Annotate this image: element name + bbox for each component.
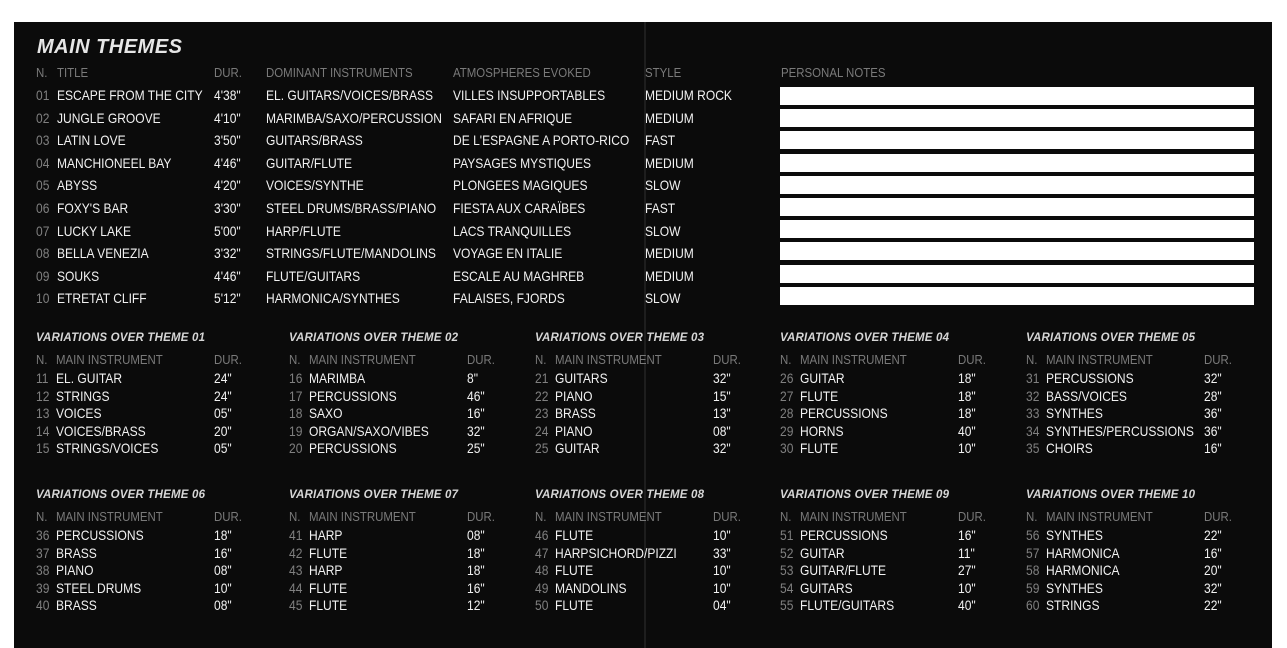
track-style: FAST xyxy=(645,200,676,216)
variation-instrument: FLUTE/GUITARS xyxy=(800,597,895,614)
variation-number: 51 xyxy=(780,527,794,543)
variation-header-n: N. xyxy=(36,352,48,367)
variation-number: 20 xyxy=(289,440,303,457)
variation-number: 15 xyxy=(36,440,50,457)
track-style: MEDIUM ROCK xyxy=(645,87,732,103)
variation-number: 17 xyxy=(289,387,303,404)
variation-duration: 32" xyxy=(1204,370,1222,386)
variation-number: 35 xyxy=(1026,440,1040,457)
note-line-field[interactable] xyxy=(780,287,1254,305)
variation-instrument: SYNTHES xyxy=(1046,527,1103,543)
variation-duration: 40" xyxy=(958,422,976,439)
variation-number: 50 xyxy=(535,597,549,614)
variation-duration: 08" xyxy=(214,562,232,579)
variation-instrument: PERCUSSIONS xyxy=(800,405,888,422)
variation-duration: 33" xyxy=(713,544,731,561)
variation-duration: 12" xyxy=(467,597,485,614)
variation-header-instrument: MAIN INSTRUMENT xyxy=(800,509,907,524)
variation-duration: 28" xyxy=(1204,387,1222,404)
variation-instrument: HARMONICA xyxy=(1046,562,1120,579)
variation-duration: 40" xyxy=(958,597,976,614)
variation-duration: 15" xyxy=(713,387,731,404)
track-number: 04 xyxy=(36,154,50,171)
variation-duration: 36" xyxy=(1204,422,1222,439)
dominant-instruments: GUITARS/BRASS xyxy=(266,132,363,149)
variation-number: 60 xyxy=(1026,597,1040,614)
track-title: LATIN LOVE xyxy=(57,132,126,149)
header-title: TITLE xyxy=(57,65,89,80)
header-dur: DUR. xyxy=(214,65,242,80)
header-instruments: DOMINANT INSTRUMENTS xyxy=(266,65,413,80)
variation-duration: 20" xyxy=(214,422,232,439)
atmosphere-evoked: FALAISES, FJORDS xyxy=(453,290,565,307)
atmosphere-evoked: VOYAGE EN ITALIE xyxy=(453,245,563,262)
variation-instrument: STRINGS/VOICES xyxy=(56,440,159,457)
dominant-instruments: STEEL DRUMS/BRASS/PIANO xyxy=(266,200,437,216)
variation-number: 53 xyxy=(780,562,794,579)
variation-duration: 11" xyxy=(958,544,975,561)
variation-title: VARIATIONS OVER THEME 09 xyxy=(780,489,950,501)
variation-instrument: HARP xyxy=(309,562,343,579)
variation-instrument: GUITARS xyxy=(555,370,608,386)
variation-header-instrument: MAIN INSTRUMENT xyxy=(56,509,163,524)
variation-header-instrument: MAIN INSTRUMENT xyxy=(1046,509,1153,524)
variation-number: 55 xyxy=(780,597,794,614)
variation-duration: 08" xyxy=(713,422,731,439)
atmosphere-evoked: PAYSAGES MYSTIQUES xyxy=(453,154,592,171)
variation-duration: 22" xyxy=(1204,597,1222,614)
variation-header-instrument: MAIN INSTRUMENT xyxy=(800,352,907,367)
variation-instrument: ORGAN/SAXO/VIBES xyxy=(309,422,429,439)
variation-header-dur: DUR. xyxy=(214,352,242,367)
variation-duration: 08" xyxy=(467,527,485,543)
variation-header-instrument: MAIN INSTRUMENT xyxy=(56,352,163,367)
variation-instrument: BRASS xyxy=(56,544,97,561)
variation-instrument: PERCUSSIONS xyxy=(309,387,397,404)
dominant-instruments: GUITAR/FLUTE xyxy=(266,154,353,171)
variation-number: 57 xyxy=(1026,544,1040,561)
track-title: FOXY'S BAR xyxy=(57,200,129,216)
variation-duration: 16" xyxy=(467,579,485,596)
variation-number: 12 xyxy=(36,387,50,404)
variation-number: 54 xyxy=(780,579,794,596)
variation-duration: 20" xyxy=(1204,562,1222,579)
variation-instrument: FLUTE xyxy=(800,387,839,404)
note-line-field[interactable] xyxy=(780,109,1254,127)
variation-number: 45 xyxy=(289,597,303,614)
variation-duration: 46" xyxy=(467,387,485,404)
track-style: FAST xyxy=(645,132,676,149)
variation-number: 52 xyxy=(780,544,794,561)
variation-duration: 32" xyxy=(713,370,731,386)
header-style: STYLE xyxy=(645,65,682,80)
variation-header-instrument: MAIN INSTRUMENT xyxy=(1046,352,1153,367)
variation-number: 40 xyxy=(36,597,50,614)
variation-instrument: SAXO xyxy=(309,405,343,422)
variation-duration: 05" xyxy=(214,405,232,422)
variation-number: 23 xyxy=(535,405,549,422)
variation-instrument: FLUTE xyxy=(555,527,594,543)
track-duration: 4'46" xyxy=(214,154,241,171)
atmosphere-evoked: FIESTA AUX CARAÏBES xyxy=(453,200,586,216)
atmosphere-evoked: DE L'ESPAGNE A PORTO-RICO xyxy=(453,132,630,149)
variation-duration: 13" xyxy=(713,405,731,422)
track-style: SLOW xyxy=(645,290,681,307)
variation-instrument: HARMONICA xyxy=(1046,544,1120,561)
variation-instrument: BRASS xyxy=(555,405,596,422)
variation-instrument: PERCUSSIONS xyxy=(1046,370,1134,386)
variation-instrument: SYNTHES xyxy=(1046,579,1103,596)
variation-number: 49 xyxy=(535,579,549,596)
variation-duration: 16" xyxy=(214,544,232,561)
variation-header-dur: DUR. xyxy=(713,352,741,367)
track-number: 08 xyxy=(36,245,50,262)
atmosphere-evoked: VILLES INSUPPORTABLES xyxy=(453,87,606,103)
track-duration: 5'00" xyxy=(214,222,241,239)
variation-duration: 18" xyxy=(467,544,485,561)
note-line-field[interactable] xyxy=(780,265,1254,283)
variation-header-n: N. xyxy=(289,509,301,524)
dominant-instruments: EL. GUITARS/VOICES/BRASS xyxy=(266,87,434,103)
variation-duration: 18" xyxy=(958,405,976,422)
track-number: 01 xyxy=(36,87,50,103)
track-title: ESCAPE FROM THE CITY xyxy=(57,87,203,103)
variation-instrument: CHOIRS xyxy=(1046,440,1093,457)
variation-instrument: EL. GUITAR xyxy=(56,370,123,386)
variation-duration: 36" xyxy=(1204,405,1222,422)
dominant-instruments: MARIMBA/SAXO/PERCUSSION xyxy=(266,109,442,126)
variation-instrument: STRINGS xyxy=(56,387,110,404)
variation-duration: 10" xyxy=(214,579,232,596)
variation-instrument: BRASS xyxy=(56,597,97,614)
variation-instrument: VOICES xyxy=(56,405,102,422)
variation-instrument: PIANO xyxy=(56,562,94,579)
atmosphere-evoked: PLONGEES MAGIQUES xyxy=(453,177,588,194)
track-duration: 4'10" xyxy=(214,109,241,126)
variation-duration: 32" xyxy=(1204,579,1222,596)
dominant-instruments: VOICES/SYNTHE xyxy=(266,177,364,194)
track-title: MANCHIONEEL BAY xyxy=(57,154,172,171)
track-title: BELLA VENEZIA xyxy=(57,245,149,262)
variation-number: 47 xyxy=(535,544,549,561)
variation-header-dur: DUR. xyxy=(467,352,495,367)
variation-duration: 16" xyxy=(958,527,976,543)
variation-number: 30 xyxy=(780,440,794,457)
header-atmospheres: ATMOSPHERES EVOKED xyxy=(453,65,591,80)
variation-header-dur: DUR. xyxy=(713,509,741,524)
variation-number: 32 xyxy=(1026,387,1040,404)
variation-number: 19 xyxy=(289,422,303,439)
track-number: 06 xyxy=(36,200,50,216)
variation-instrument: PIANO xyxy=(555,387,593,404)
variation-duration: 10" xyxy=(958,579,976,596)
track-style: MEDIUM xyxy=(645,109,694,126)
variation-number: 27 xyxy=(780,387,794,404)
variation-number: 59 xyxy=(1026,579,1040,596)
note-line-field[interactable] xyxy=(780,220,1254,238)
track-style: MEDIUM xyxy=(645,245,694,262)
variation-number: 28 xyxy=(780,405,794,422)
variation-number: 43 xyxy=(289,562,303,579)
variation-title: VARIATIONS OVER THEME 01 xyxy=(36,332,206,344)
page-title: MAIN THEMES xyxy=(37,36,183,58)
variation-instrument: MARIMBA xyxy=(309,370,366,386)
variation-title: VARIATIONS OVER THEME 10 xyxy=(1026,489,1196,501)
variation-number: 37 xyxy=(36,544,50,561)
variation-instrument: PERCUSSIONS xyxy=(309,440,397,457)
atmosphere-evoked: SAFARI EN AFRIQUE xyxy=(453,109,573,126)
variation-instrument: BASS/VOICES xyxy=(1046,387,1127,404)
variation-header-instrument: MAIN INSTRUMENT xyxy=(309,509,416,524)
track-style: SLOW xyxy=(645,222,681,239)
variation-title: VARIATIONS OVER THEME 06 xyxy=(36,489,206,501)
variation-header-n: N. xyxy=(289,352,301,367)
variation-number: 21 xyxy=(535,370,549,386)
variation-header-n: N. xyxy=(1026,352,1038,367)
variation-instrument: SYNTHES xyxy=(1046,405,1103,422)
variation-duration: 27" xyxy=(958,562,976,579)
track-title: JUNGLE GROOVE xyxy=(57,109,161,126)
track-duration: 3'32" xyxy=(214,245,241,262)
variation-number: 44 xyxy=(289,579,303,596)
dominant-instruments: STRINGS/FLUTE/MANDOLINS xyxy=(266,245,436,262)
track-duration: 3'50" xyxy=(214,132,241,149)
variation-number: 48 xyxy=(535,562,549,579)
variation-instrument: FLUTE xyxy=(555,562,594,579)
variation-duration: 18" xyxy=(958,370,976,386)
variation-duration: 16" xyxy=(1204,544,1222,561)
variation-header-dur: DUR. xyxy=(958,509,986,524)
variation-duration: 16" xyxy=(1204,440,1222,457)
track-duration: 4'38" xyxy=(214,87,241,103)
variation-number: 41 xyxy=(289,527,303,543)
variation-header-n: N. xyxy=(780,509,792,524)
variation-duration: 22" xyxy=(1204,527,1222,543)
variation-number: 14 xyxy=(36,422,50,439)
variation-instrument: PERCUSSIONS xyxy=(800,527,888,543)
track-duration: 4'46" xyxy=(214,267,241,284)
variation-duration: 08" xyxy=(214,597,232,614)
variation-instrument: FLUTE xyxy=(555,597,594,614)
variation-number: 24 xyxy=(535,422,549,439)
variation-header-instrument: MAIN INSTRUMENT xyxy=(555,352,662,367)
variation-duration: 10" xyxy=(713,527,731,543)
variation-instrument: VOICES/BRASS xyxy=(56,422,146,439)
variation-instrument: FLUTE xyxy=(309,544,348,561)
note-line-field[interactable] xyxy=(780,242,1254,260)
variation-duration: 8" xyxy=(467,370,478,386)
variation-duration: 24" xyxy=(214,387,232,404)
variation-duration: 18" xyxy=(467,562,485,579)
dominant-instruments: HARMONICA/SYNTHES xyxy=(266,290,400,307)
variation-header-dur: DUR. xyxy=(958,352,986,367)
variation-instrument: STEEL DRUMS xyxy=(56,579,142,596)
variation-number: 13 xyxy=(36,405,50,422)
variation-duration: 32" xyxy=(467,422,485,439)
variation-duration: 05" xyxy=(214,440,232,457)
variation-number: 42 xyxy=(289,544,303,561)
variation-title: VARIATIONS OVER THEME 03 xyxy=(535,332,705,344)
track-title: ETRETAT CLIFF xyxy=(57,290,147,307)
variation-number: 11 xyxy=(36,370,49,386)
variation-duration: 32" xyxy=(713,440,731,457)
note-line-field[interactable] xyxy=(780,87,1254,105)
variation-number: 46 xyxy=(535,527,549,543)
variation-number: 38 xyxy=(36,562,50,579)
variation-number: 25 xyxy=(535,440,549,457)
dominant-instruments: HARP/FLUTE xyxy=(266,222,341,239)
variation-title: VARIATIONS OVER THEME 08 xyxy=(535,489,705,501)
track-style: SLOW xyxy=(645,177,681,194)
variation-instrument: FLUTE xyxy=(309,579,348,596)
track-style: MEDIUM xyxy=(645,154,694,171)
variation-instrument: HARPSICHORD/PIZZI xyxy=(555,544,677,561)
variation-title: VARIATIONS OVER THEME 02 xyxy=(289,332,459,344)
variation-number: 33 xyxy=(1026,405,1040,422)
variation-header-dur: DUR. xyxy=(1204,509,1232,524)
track-title: ABYSS xyxy=(57,177,98,194)
variation-header-n: N. xyxy=(1026,509,1038,524)
note-line-field[interactable] xyxy=(780,131,1254,149)
variation-instrument: FLUTE xyxy=(309,597,348,614)
track-number: 07 xyxy=(36,222,50,239)
variation-number: 29 xyxy=(780,422,794,439)
variation-instrument: PERCUSSIONS xyxy=(56,527,144,543)
variation-instrument: STRINGS xyxy=(1046,597,1100,614)
variation-number: 36 xyxy=(36,527,50,543)
variation-header-dur: DUR. xyxy=(467,509,495,524)
variation-number: 58 xyxy=(1026,562,1040,579)
track-number: 09 xyxy=(36,267,50,284)
variation-duration: 24" xyxy=(214,370,232,386)
variation-instrument: GUITAR xyxy=(800,544,845,561)
variation-duration: 18" xyxy=(958,387,976,404)
variation-number: 16 xyxy=(289,370,303,386)
variation-duration: 10" xyxy=(713,562,731,579)
track-title: SOUKS xyxy=(57,267,100,284)
variation-instrument: MANDOLINS xyxy=(555,579,627,596)
variation-header-dur: DUR. xyxy=(1204,352,1232,367)
variation-title: VARIATIONS OVER THEME 05 xyxy=(1026,332,1196,344)
header-n: N. xyxy=(36,65,48,80)
variation-instrument: HARP xyxy=(309,527,343,543)
variation-header-n: N. xyxy=(535,352,547,367)
variation-number: 31 xyxy=(1026,370,1040,386)
variation-instrument: PIANO xyxy=(555,422,593,439)
variation-duration: 10" xyxy=(958,440,976,457)
variation-number: 39 xyxy=(36,579,50,596)
variation-title: VARIATIONS OVER THEME 04 xyxy=(780,332,950,344)
track-number: 02 xyxy=(36,109,50,126)
variation-instrument: GUITAR xyxy=(555,440,600,457)
variation-instrument: GUITAR/FLUTE xyxy=(800,562,887,579)
variation-header-n: N. xyxy=(535,509,547,524)
note-line-field[interactable] xyxy=(780,154,1254,172)
track-style: MEDIUM xyxy=(645,267,694,284)
variation-duration: 10" xyxy=(713,579,731,596)
atmosphere-evoked: ESCALE AU MAGHREB xyxy=(453,267,585,284)
header-personal-notes: PERSONAL NOTES xyxy=(781,65,886,80)
variation-duration: 25" xyxy=(467,440,485,457)
variation-header-dur: DUR. xyxy=(214,509,242,524)
variation-number: 22 xyxy=(535,387,549,404)
track-duration: 4'20" xyxy=(214,177,241,194)
track-number: 10 xyxy=(36,290,50,307)
variation-number: 34 xyxy=(1026,422,1040,439)
variation-header-instrument: MAIN INSTRUMENT xyxy=(309,352,416,367)
variation-instrument: GUITARS xyxy=(800,579,853,596)
variation-title: VARIATIONS OVER THEME 07 xyxy=(289,489,459,501)
variation-header-instrument: MAIN INSTRUMENT xyxy=(555,509,662,524)
variation-duration: 16" xyxy=(467,405,485,422)
variation-duration: 18" xyxy=(214,527,232,543)
track-duration: 3'30" xyxy=(214,200,241,216)
atmosphere-evoked: LACS TRANQUILLES xyxy=(453,222,572,239)
variation-number: 18 xyxy=(289,405,303,422)
variation-instrument: SYNTHES/PERCUSSIONS xyxy=(1046,422,1194,439)
variation-number: 56 xyxy=(1026,527,1040,543)
variation-header-n: N. xyxy=(36,509,48,524)
note-line-field[interactable] xyxy=(780,198,1254,216)
variation-instrument: GUITAR xyxy=(800,370,845,386)
variation-duration: 04" xyxy=(713,597,731,614)
track-number: 05 xyxy=(36,177,50,194)
note-line-field[interactable] xyxy=(780,176,1254,194)
track-duration: 5'12" xyxy=(214,290,241,307)
track-number: 03 xyxy=(36,132,50,149)
variation-header-n: N. xyxy=(780,352,792,367)
dominant-instruments: FLUTE/GUITARS xyxy=(266,267,361,284)
variation-instrument: HORNS xyxy=(800,422,844,439)
variation-instrument: FLUTE xyxy=(800,440,839,457)
variation-number: 26 xyxy=(780,370,794,386)
track-title: LUCKY LAKE xyxy=(57,222,132,239)
